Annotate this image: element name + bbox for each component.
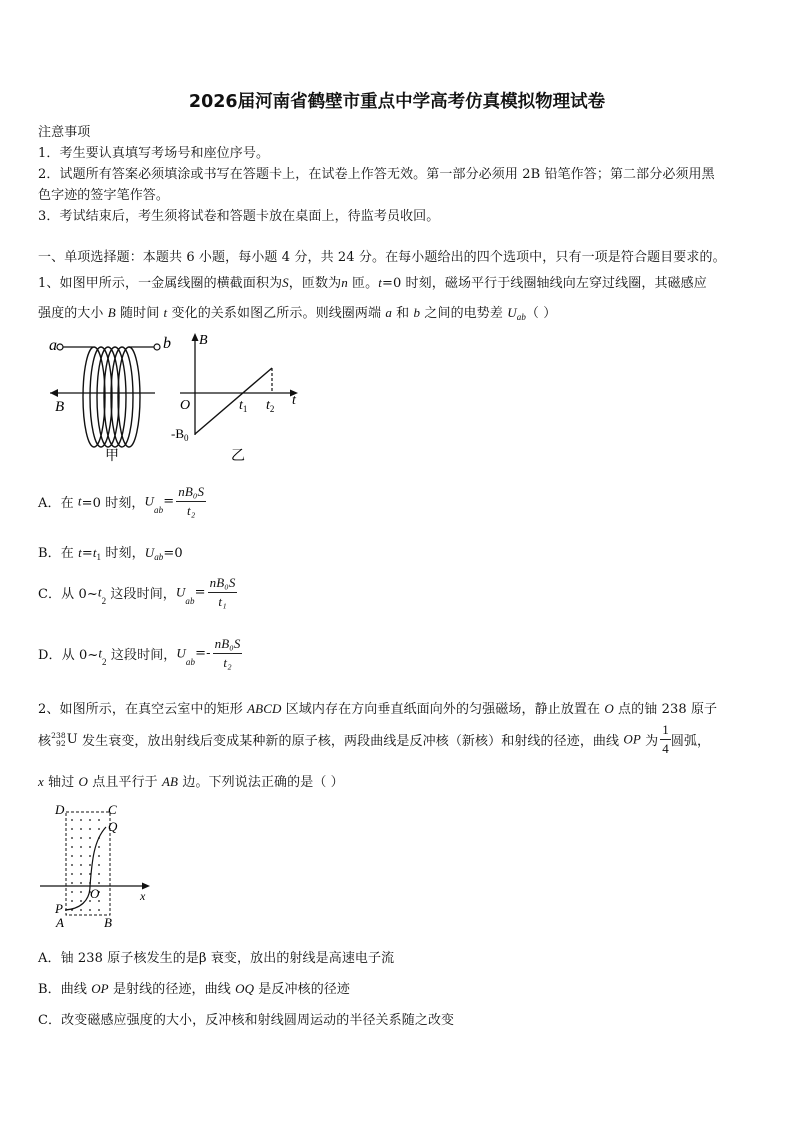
fig2-label-D: D [55,802,65,817]
q1-figure-graph [168,330,308,470]
field-dot [71,828,73,830]
field-dot [89,909,91,911]
trajectory-op [65,886,90,910]
field-dot [80,828,82,830]
q2-option-c[interactable]: C．改变磁感应强度的大小，反冲核和射线圆周运动的半径关系随之改变 [38,1013,455,1028]
notice-item-2-cont: 色字迹的签字笔作答。 [38,188,170,203]
field-dot [80,873,82,875]
field-dot [80,909,82,911]
field-dot [80,837,82,839]
q2-option-b[interactable]: B．曲线 OP 是射线的径迹，曲线 OQ 是反冲核的径迹 [38,981,351,997]
field-dot [89,828,91,830]
fig2-label-x: x [140,889,146,903]
notice-item-1: 1．考生要认真填写考场号和座位序号。 [38,146,270,161]
q2-stem-line1: 2、如图所示，在真空云室中的矩形 ABCD 区域内存在方向垂直纸面向外的匀强磁场，静止放置在 O 点的铀 238 原子 [38,701,718,717]
field-dot [71,873,73,875]
field-dot [71,855,73,857]
q1-option-d-fraction: $\frac{\text{nB₀S}}{\text{t₂}}$ [214,636,241,670]
q1-stem-line2: 强度的大小 B 随时间 t 变化的关系如图乙所示。则线圈两端 a 和 b 之间的电势差 $U_{ab}$（ ） [38,305,557,322]
field-dot [89,846,91,848]
section-heading: 一、单项选择题：本题共 6 小题，每小题 4 分，共 24 分。在每小题给出的四个选项中，只有一项是符合题目要求的。 [38,250,726,265]
q1-option-c[interactable]: C．从 $0\sim t_2$ 这段时间，$U_{ab}=$ $\frac{\text{nB₀S}}{\text{t₁}}$ [38,575,236,609]
q2-stem-line2: 核 238 92 U 发生衰变，放出射线后变成某种新的原子核，两段曲线是反冲核（新核）和射线的径迹，曲线 OP 为 $\frac{1}{4}$ 圆弧， [38,722,711,756]
field-dot [98,864,100,866]
coil-label-b: b [163,335,171,352]
notice-item-2: 2．试题所有答案必须填涂或书写在答题卡上，在试卷上作答无效。第一部分必须用 2B 铅笔作答；第二部分必须用黑 [38,167,715,182]
field-dot [89,819,91,821]
graph-label-O: O [180,398,191,413]
field-dot [80,846,82,848]
graph-label-B: B [199,333,208,348]
field-dot [98,873,100,875]
field-dot [71,846,73,848]
q2-option-a[interactable]: A．铀 238 原子核发生的是β 衰变，放出的射线是高速电子流 [38,951,395,966]
trajectory-oq [90,827,106,886]
field-dot [71,864,73,866]
fig2-label-B: B [104,915,112,930]
field-dot [71,882,73,884]
q1-figure-coil [45,330,170,470]
field-dot [80,891,82,893]
field-dot [80,882,82,884]
field-dot [98,828,100,830]
graph-label-negB0: $-B_0$ [171,426,189,443]
q1-option-c-fraction: $\frac{\text{nB₀S}}{\text{t₁}}$ [209,575,236,609]
field-dot [89,837,91,839]
field-dot [89,864,91,866]
field-dot [80,819,82,821]
coil-caption: 甲 [105,448,119,464]
field-dot [71,837,73,839]
q1-option-d[interactable]: D．从 $0\sim t_2$ 这段时间，$U_{ab}=-$ $\frac{\text{nB₀S}}{\text{t₂}}$ [38,636,241,670]
graph-label-t1: $t_1$ [239,398,248,414]
field-dot [98,855,100,857]
field-dot [71,819,73,821]
field-dot [80,855,82,857]
graph-caption: 乙 [231,448,245,464]
page-title: 2026届河南省鹤壁市重点中学高考仿真模拟物理试卷 [188,92,606,112]
field-dot [80,900,82,902]
q1-option-b[interactable]: B．在 $t=t_1$ 时刻，$U_{ab}=0$ [38,545,183,562]
coil-label-B: B [55,399,65,415]
field-dot [71,900,73,902]
fig2-label-O: O [90,886,100,901]
quarter-fraction: $\frac{1}{4}$ [662,722,669,756]
coil-label-a: a [49,337,57,354]
q1-option-a[interactable]: A．在 t=0 时刻，$U_{ab}=$ $\frac{\text{nB₀S}}{\text{t₂}}$ [38,484,205,518]
graph-label-t2: $t_2$ [266,398,275,414]
field-dot [98,846,100,848]
field-dot [98,909,100,911]
graph-label-t: t [292,393,296,408]
fig2-label-C: C [108,802,117,817]
notice-item-3: 3．考试结束后，考生须将试卷和答题卡放在桌面上，待监考员收回。 [38,209,440,224]
fig2-label-A: A [56,915,64,930]
q1-option-a-fraction: $\frac{\text{nB₀S}}{\text{t₂}}$ [178,484,205,518]
q2-stem-line3: x 轴过 O 点且平行于 AB 边。下列说法正确的是（ ） [38,774,344,790]
field-dot [80,864,82,866]
q2-figure-cloud-chamber [36,800,161,935]
field-dot [71,891,73,893]
fig2-label-Q: Q [108,819,118,834]
field-dot [98,882,100,884]
notice-heading: 注意事项 [38,125,91,140]
field-dot [98,819,100,821]
field-dot [89,855,91,857]
isotope-notation: 238 92 [51,730,66,748]
fig2-label-P: P [55,901,63,916]
field-region [66,812,110,915]
q1-stem-line1: 1、如图甲所示，一金属线圈的横截面积为S，匝数为n 匝。t=0 时刻，磁场平行于线圈轴线向左穿过线圈，其磁感应 [38,275,707,291]
